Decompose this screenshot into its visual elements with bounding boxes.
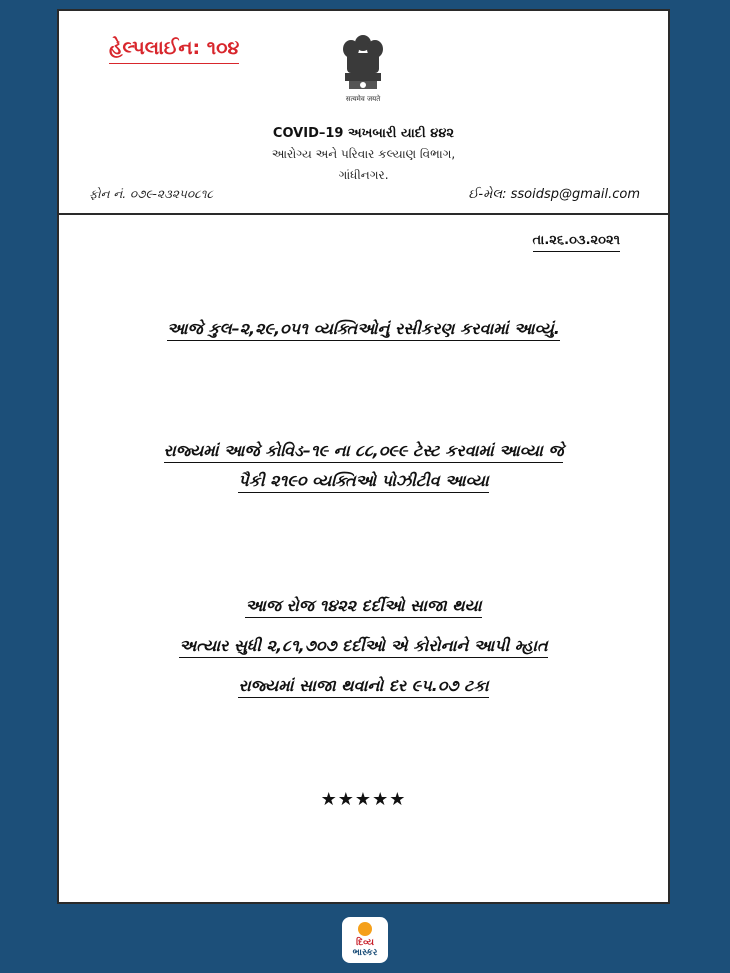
city-name: ગાંધીનગર. — [338, 168, 389, 182]
tests-statement-line1: રાજ્યમાં આજે કોવિડ–૧૯ ના ૮૮,૦૯૯ ટેસ્ટ કરવામાં આવ્યા જે — [59, 441, 668, 461]
recovered-total-statement: અત્યાર સુધી ૨,૮૧,૭૦૭ દર્દીઓ એ કોરોનાને આપી મ્હાત — [59, 636, 668, 656]
recovery-rate-statement: રાજ્યમાં સાજા થવાનો દર ૯૫.૦૭ ટકા — [59, 676, 668, 696]
press-release-title: COVID–19 અખબારી યાદી ૪૪૨ — [272, 126, 455, 141]
press-release-sheet — [57, 9, 670, 904]
emblem-motto: सत्यमेव जयते — [345, 95, 381, 103]
logo-line2: ભાસ્કર — [352, 948, 378, 958]
release-date: તા.૨૬.૦૩.૨૦૨૧ — [533, 233, 620, 252]
helpline-label: હેલ્પલાઈન: ૧૦૪ — [109, 37, 239, 64]
logo-line1: દિવ્ય — [356, 938, 374, 948]
vaccination-statement: આજે કુલ–૨,૨૯,૦૫૧ વ્યક્તિઓનું રસીકરણ કરવામાં આવ્યું. — [59, 319, 668, 339]
email-address: ઈ-મેલ: ssoidsp@gmail.com — [468, 187, 640, 202]
header-divider — [59, 213, 668, 215]
phone-number: ફોન નં. ૦૭૯-૨૩૨૫૦૮૧૮ — [89, 187, 214, 201]
tests-statement-line2: પૈકી ૨૧૯૦ વ્યક્તિઓ પોઝીટીવ આવ્યા — [59, 471, 668, 491]
recovered-today-statement: આજ રોજ ૧૪૨૨ દર્દીઓ સાજા થયા — [59, 596, 668, 616]
department-name: આરોગ્ય અને પરિવાર કલ્યાણ વિભાગ, — [271, 147, 456, 161]
end-stars: ★★★★★ — [320, 789, 407, 810]
sun-icon — [358, 922, 372, 936]
divya-bhaskar-logo — [342, 917, 388, 963]
